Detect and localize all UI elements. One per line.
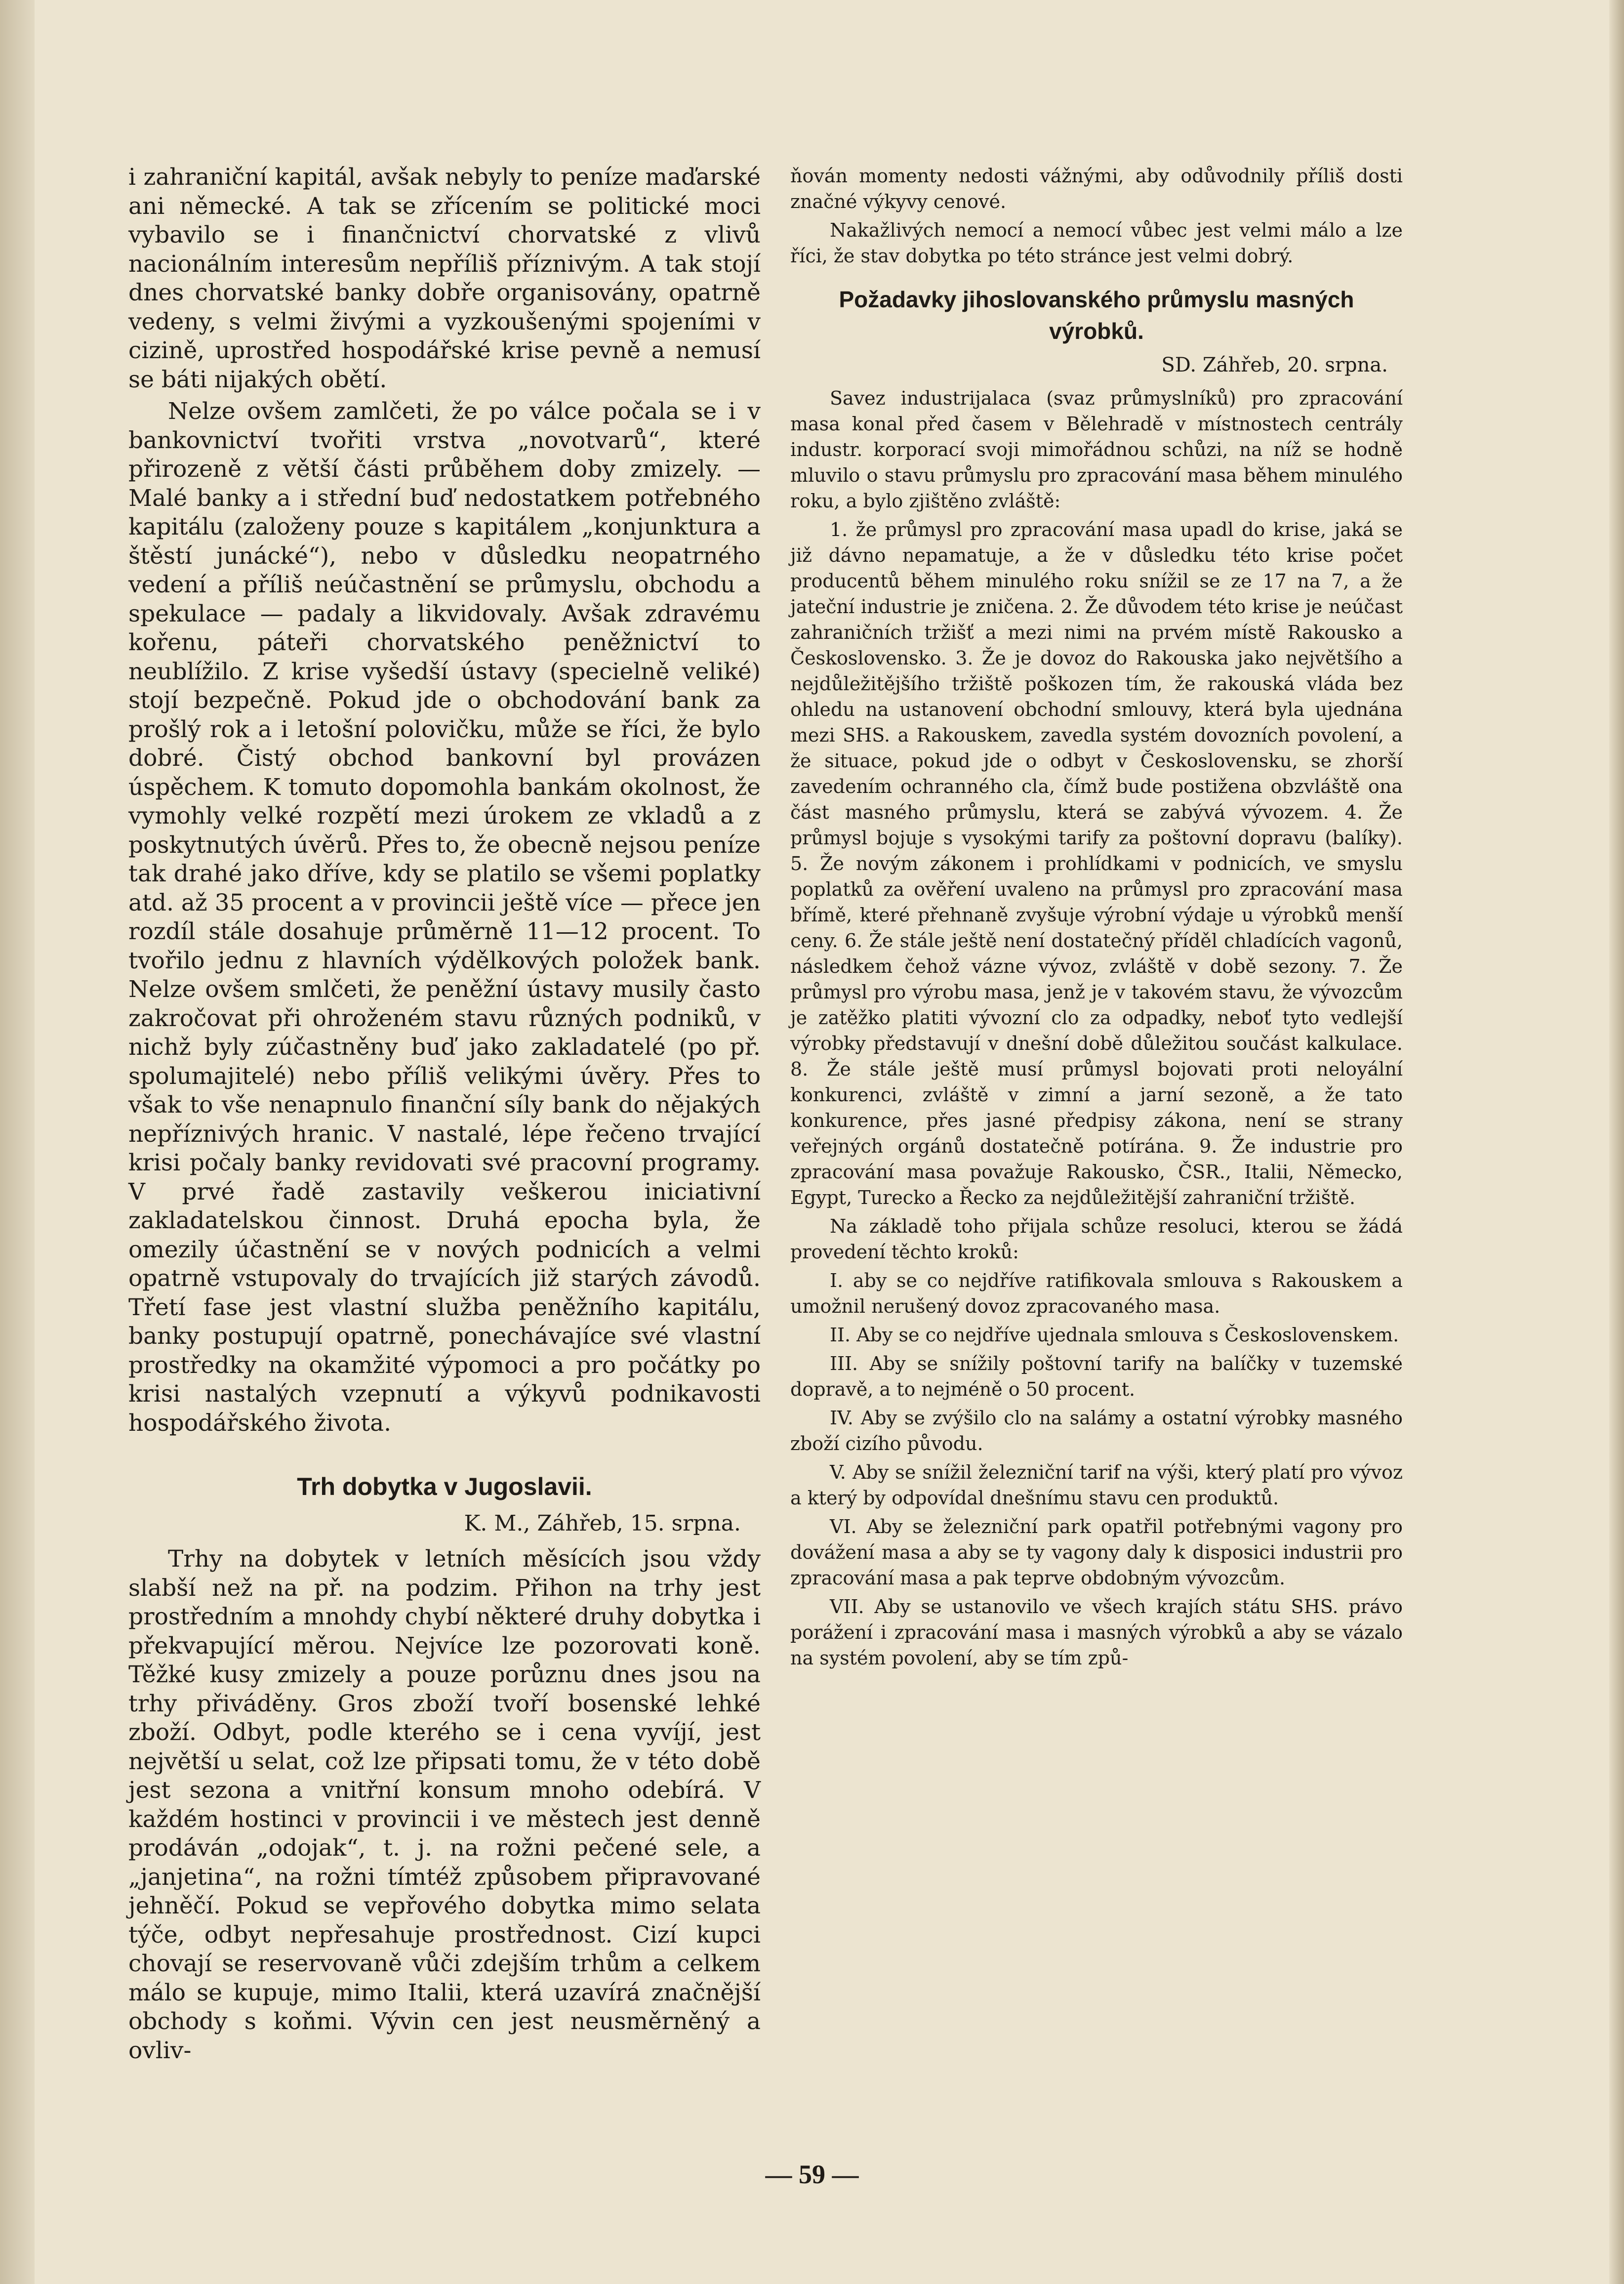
list-item: VI. Aby se železniční park opatřil potřebnými vagony pro dovážení masa a aby se ty vagony daly k disposici industrii pro zpracování masa a pak teprve obdobným vývozcům. [790,1516,1403,1589]
paragraph: Nakažlivých nemocí a nemocí vůbec jest velmi málo a lze říci, že stav dobytka po této stránce jest velmi dobrý. [790,219,1403,267]
paragraph: i zahraniční kapitál, avšak nebyly to peníze maďarské ani německé. A tak se zřícením se politické moci vybavilo se i finančnictví chorvatské z vlivů nacionálním interesům nepříliš příznivým. A tak stojí dnes chorvatské banky dobře organisovány, opatrně vedeny, s velmi živými a vyzkoušenými spojeními v cizině, uprostřed hospodářské krise pevně a nemusí se báti nijakých obětí. [128,164,761,393]
list-item: II. Aby se co nejdříve ujednala smlouva s Československem. [830,1324,1399,1346]
paragraph: Savez industrijalaca (svaz průmyslníků) pro zpracování masa konal před časem v Bělehradě v místnostech centrály industr. korporací svoji mimořádnou schůzi, na níž se hodně mluvilo o stavu průmyslu pro zpracování masa během minulého roku, a bylo zjištěno zvláště: [790,387,1403,512]
dateline: SD. Záhřeb, 20. srpna. [1161,354,1388,376]
book-spine-shadow [0,0,35,2284]
right-column [790,163,1403,1674]
page-number: — 59 — [765,2159,859,2189]
paragraph: Na základě toho přijala schůze resoluci, kterou se žádá provedení těchto kroků: [790,1215,1403,1263]
list-item: VII. Aby se ustanovilo ve všech krajích státu SHS. právo porážení i zpracování masa i masných výrobků a aby se vázalo na systém povolení, aby se tím způ- [790,1596,1403,1669]
paragraph: Trhy na dobytek v letních měsících jsou vždy slabší než na př. na podzim. Přihon na trhy jest prostředním a mnohdy chybí některé druhy dobytka i překvapující měrou. Nejvíce lze pozorovati koně. Těžké kusy zmizely a pouze porůznu dnes jsou na trhy přiváděny. Gros zboží tvoří bosenské lehké zboží. Odbyt, podle kterého se i cena vyvíjí, jest největší u selat, což lze připsati tomu, že v této době jest sezona a vnitřní konsum mnoho odebírá. V každém hostinci v provincii i ve městech jest denně prodáván „odojak“, t. j. na rožni pečené sele, a „janjetina“, na rožni tímtéž způsobem připravované jehněčí. Pokud se vepřového dobytka mimo selata týče, odbyt nepřesahuje prostřednost. Cizí kupci chovají se reservovaně vůči zdejším trhům a celkem málo se kupuje, mimo Italii, která uzavírá značnější obchody s koňmi. Vývin cen jest neusměrněný a ovliv- [128,1545,761,2064]
paragraph: Nelze ovšem zamlčeti, že po válce počala se i v bankovnictví tvořiti vrstva „novotvarů“, které přirozeně z větší části průběhem doby zmizely. — Malé banky a i střední buď nedostatkem potřebného kapitálu (založeny pouze s kapitálem „konjunktura a štěstí junácké“), nebo v důsledku neopatrného vedení a příliš neúčastnění se průmyslu, obchodu a spekulace — padaly a likvidovaly. Avšak zdravému kořenu, páteři chorvatského peněžnictví to neublížilo. Z krise vyšedší ústavy (specielně veliké) stojí bezpečně. Pokud jde o obchodování bank za prošlý rok a i letošní polovičku, může se říci, že bylo dobré. Čistý obchod bankovní byl provázen úspěchem. K tomuto dopomohla bankám okolnost, že vymohly velké rozpětí mezi úrokem ze vkladů a z poskytnutých úvěrů. Přes to, že obecně nejsou peníze tak drahé jako dříve, kdy se platilo se všemi poplatky atd. až 35 procent a v provincii ještě více — přece jen rozdíl stále dosahuje průměrně 11—12 procent. To tvořilo jednu z hlavních výdělkových položek bank. Nelze ovšem smlčeti, že peněžní ústavy musily často zakročovat při ohroženém stavu různých podniků, v nichž byly zúčastněny buď jako zakladatelé (po př. spolumajitelé) nebo příliš velikými úvěry. Přes to však to vše nenapnulo finanční síly bank do nějakých nepříznivých hranic. V nastalé, lépe řečeno trvající krisi počaly banky revidovati své pracovní programy. V prvé řadě zastavily veškerou iniciativní zakladatelskou činnost. Druhá epocha byla, že omezily účastnění se v nových podnicích a velmi opatrně vstupovaly do trvajících již starých závodů. Třetí fase jest vlastní služba peněžního kapitálu, banky postupují opatrně, ponechávajíce své vlastní prostředky na okamžité výpomoci a pro počátky po krisi nastalých vzepnutí a výkyvů podnikavosti hospodářského života. [128,398,761,1437]
list-item: IV. Aby se zvýšilo clo na salámy a ostatní výrobky masného zboží cizího původu. [790,1407,1403,1454]
paragraph: ňován momenty nedosti vážnými, aby odůvodnily příliš dosti značné výkyvy cenové. [790,165,1403,212]
list-item: I. aby se co nejdříve ratifikovala smlouva s Rakouskem a umožnil nerušený dovoz zpracovaného masa. [790,1270,1403,1317]
list-item: III. Aby se snížily poštovní tarify na balíčky v tuzemské dopravě, a to nejméně o 50 procent. [790,1353,1403,1400]
article-title-cattle-market: Trh dobytka v Jugoslavii. [297,1473,592,1500]
page-edge [1609,0,1624,2284]
article-title-meat-industry: Požadavky jihoslovanského průmyslu masných výrobků. [839,287,1354,344]
paragraph: 1. že průmysl pro zpracování masa upadl do krise, jaká se již dávno nepamatuje, a že v důsledku této krise počet producentů během minulého roku snížil se ze 17 na 7, a že jateční industrie je zničena. 2. Že důvodem této krise je neúčast zahraničních tržišť a mezi nimi na prvém místě Rakousko a Československo. 3. Že je dovoz do Rakouska jako největšího a nejdůležitějšího tržiště poškozen tím, že rakouská vláda bez ohledu na ustanovení obchodní smlouvy, která byla ujednána mezi SHS. a Rakouskem, zavedla systém dovozních povolení, a že situace, pokud jde o odbyt v Československu, se zhorší zavedením ochranného cla, čímž bude postižena obzvláště ona část masného průmyslu, která se zabývá vývozem. 4. Že průmysl bojuje s vysokými tarify za poštovní dopravu (balíky). 5. Že novým zákonem i prohlídkami v podnicích, ve smyslu poplatků za ověření uvaleno na průmysl pro zpracování masa břímě, které přehnaně zvyšuje výrobní výdaje u výrobků menší ceny. 6. Že stále ještě není dostatečný příděl chladících vagonů, následkem čehož vázne vývoz, zvláště v době sezony. 7. Že průmysl pro výrobu masa, jenž je v takovém stavu, že vývozcům je zatěžko platiti vývozní clo za odpadky, neboť tyto vedlejší výrobky představují v dnešní době důležitou součást kalkulace. 8. Že stále ještě musí průmysl bojovati proti neloyální konkurenci, zvláště v zimní a jarní sezoně, a že tato konkurence, přes jasné předpisy zákona, není se strany veřejných orgánů dostatečně potírána. 9. Že industrie pro zpracování masa považuje Rakousko, ČSR., Italii, Německo, Egypt, Turecko a Řecko za nejdůležitější zahraniční tržiště. [790,519,1403,1208]
list-item: V. Aby se snížil železniční tarif na výši, který platí pro vývoz a který by odpovídal dnešnímu stavu cen produktů. [790,1461,1403,1509]
dateline: K. M., Záhřeb, 15. srpna. [464,1511,741,1536]
left-column [128,163,761,2068]
